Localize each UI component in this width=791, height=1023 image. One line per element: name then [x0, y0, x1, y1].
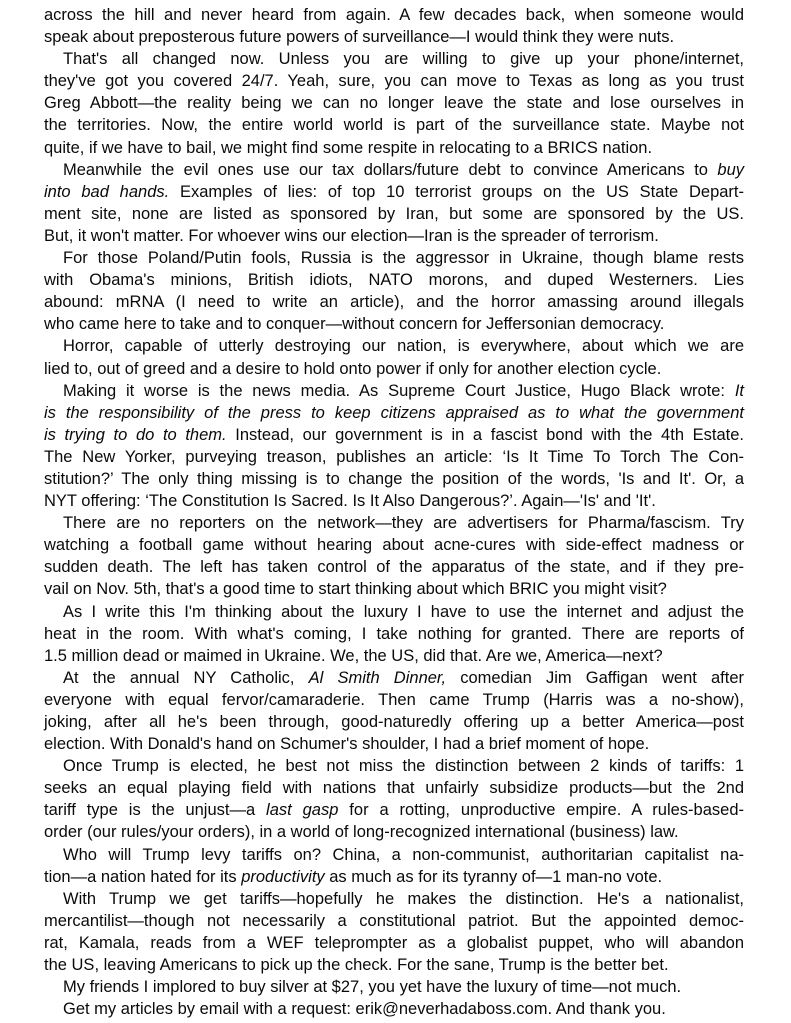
text-segment: As I write this I'm thinking about the luxury I have to use the internet and adjust the [63, 602, 744, 621]
text-line [44, 556, 744, 578]
text-line [44, 358, 744, 380]
text-line [44, 26, 744, 48]
text-segment: sudden death. The left has taken control of the apparatus of the state, and if they pre- [44, 558, 744, 577]
text-segment: the territories. Now, the entire world world is part of the surveillance state. Maybe not [44, 116, 744, 135]
text-line [44, 667, 744, 689]
text-segment: 1.5 million dead or maimed in Ukraine. We, the US, did that. Are we, America—next? [44, 646, 663, 665]
text-line [44, 137, 744, 159]
text-line [44, 821, 744, 843]
text-line [44, 424, 744, 446]
text-line [44, 623, 744, 645]
text-line [44, 601, 744, 623]
paragraph [44, 512, 744, 600]
text-segment: With Trump we get tariffs—hopefully he makes the distinction. He's a nationalist, [63, 889, 744, 908]
text-segment: speak about preposterous future powers of surveillance—I would think they were nuts. [44, 28, 675, 47]
text-line [44, 335, 744, 357]
text-segment: election. With Donald's hand on Schumer's shoulder, I had a brief moment of hope. [44, 735, 650, 754]
paragraph [44, 755, 744, 843]
text-line [44, 446, 744, 468]
text-line [44, 954, 744, 976]
text-segment: Get my articles by email with a request: erik@neverhadaboss.com. And thank you. [63, 1000, 666, 1019]
text-line [44, 468, 744, 490]
text-segment: Greg Abbott—the reality being we can no longer leave the state and lose ourselves in [44, 94, 744, 113]
text-segment: rat, Kamala, reads from a WEF teleprompter as a globalist puppet, who will abandon [44, 933, 744, 952]
paragraph [44, 4, 744, 48]
paragraph [44, 998, 744, 1020]
text-line [44, 844, 744, 866]
text-line [44, 70, 744, 92]
italic-text-segment: into bad hands. [44, 182, 170, 201]
text-line [44, 159, 744, 181]
text-line [44, 645, 744, 667]
text-line [44, 269, 744, 291]
text-line [44, 203, 744, 225]
paragraph [44, 159, 744, 247]
text-line [44, 380, 744, 402]
text-line [44, 755, 744, 777]
text-segment: Meanwhile the evil ones use our tax dollars/future debt to convince Americans to [63, 160, 718, 179]
text-line [44, 225, 744, 247]
text-line [44, 181, 744, 203]
paragraph [44, 667, 744, 755]
text-line [44, 490, 744, 512]
text-segment: across the hill and never heard from again. A few decades back, when someone would [44, 6, 744, 24]
text-line [44, 733, 744, 755]
text-segment: That's all changed now. Unless you are willing to give up your phone/internet, [63, 50, 744, 69]
text-segment: My friends I implored to buy silver at $27, you yet have the luxury of time—not much. [63, 978, 682, 997]
italic-text-segment: productivity [241, 867, 325, 886]
text-segment: For those Poland/Putin fools, Russia is the aggressor in Ukraine, though blame rests [63, 249, 744, 268]
text-segment: At the annual NY Catholic, [63, 668, 309, 687]
text-segment: comedian Jim Gaffigan went after [446, 668, 744, 687]
text-line [44, 578, 744, 600]
text-segment: the US, leaving Americans to pick up the check. For the sane, Trump is the better bet. [44, 956, 669, 975]
italic-text-segment: Al Smith Dinner, [308, 668, 447, 687]
italic-text-segment: buy [717, 160, 744, 179]
italic-text-segment: is trying to do to them. [44, 425, 227, 444]
text-segment: Instead, our government is in a fascist bond with the 4th Estate. [226, 425, 744, 444]
text-segment: But, it won't matter. For whoever wins our election—Iran is the spreader of terrorism. [44, 226, 659, 245]
text-segment: everyone with equal fervor/camaraderie. Then came Trump (Harris was a no-show), [44, 690, 744, 709]
paragraph [44, 601, 744, 667]
italic-text-segment: is the responsibility of the press to keep citizens appraised as to what the government [44, 403, 744, 422]
text-segment: watching a football game without hearing about acne-cures with side-effect madness or [44, 536, 744, 555]
text-segment: tion—a nation hated for its [44, 867, 242, 886]
text-segment: Examples of lies: of top 10 terrorist groups on the US State Depart- [169, 182, 744, 201]
text-line [44, 888, 744, 910]
text-segment: stitution?’ The only thing missing is to change the position of the words, 'Is and It'. Or, a [44, 469, 744, 488]
paragraph [44, 976, 744, 998]
text-segment: mercantilist—though not necessarily a constitutional patriot. But the appointed democ- [44, 911, 744, 930]
text-line [44, 534, 744, 556]
paragraph [44, 888, 744, 976]
text-line [44, 114, 744, 136]
text-segment: vail on Nov. 5th, that's a good time to start thinking about which BRIC you might visit? [44, 580, 667, 599]
text-line [44, 48, 744, 70]
paragraph [44, 335, 744, 379]
text-segment: ment site, none are listed as sponsored by Iran, but some are sponsored by the US. [44, 204, 744, 223]
text-line [44, 92, 744, 114]
text-segment: who came here to take and to conquer—without concern for Jeffersonian democracy. [44, 315, 665, 334]
paragraph [44, 380, 744, 513]
text-line [44, 777, 744, 799]
text-line [44, 313, 744, 335]
text-line [44, 689, 744, 711]
text-segment: order (our rules/your orders), in a world of long-recognized international (business) law. [44, 823, 679, 842]
text-segment: Once Trump is elected, he best not miss the distinction between 2 kinds of tariffs: 1 [63, 757, 744, 776]
text-segment: There are no reporters on the network—they are advertisers for Pharma/fascism. Try [63, 514, 744, 533]
text-segment: heat in the room. With what's coming, I take nothing for granted. There are reports of [44, 624, 744, 643]
paragraph [44, 48, 744, 158]
paragraph [44, 844, 744, 888]
text-line [44, 512, 744, 534]
paragraph [44, 247, 744, 335]
text-line [44, 711, 744, 733]
text-segment: lied to, out of greed and a desire to hold onto power if only for another election cycle. [44, 359, 662, 378]
text-segment: The New Yorker, purveying treason, publishes an article: ‘Is It Time To Torch The Con- [44, 447, 744, 466]
text-line [44, 799, 744, 821]
text-segment: with Obama's minions, British idiots, NATO morons, and duped Westerners. Lies [44, 271, 744, 290]
text-segment: quite, if we have to bail, we might find some respite in relocating to a BRICS nation. [44, 138, 653, 157]
text-segment: tariff type is the unjust—a [44, 801, 267, 820]
text-line [44, 998, 744, 1020]
text-segment: Horror, capable of utterly destroying our nation, is everywhere, about which we are [63, 337, 744, 356]
text-segment: they've got you covered 24/7. Yeah, sure, you can move to Texas as long as you trust [44, 72, 744, 91]
text-line [44, 247, 744, 269]
text-segment: NYT offering: ‘The Constitution Is Sacred. Is It Also Dangerous?’. Again—'Is' and 'It'. [44, 492, 656, 511]
text-line [44, 976, 744, 998]
text-line [44, 291, 744, 313]
text-segment: for a rotting, unproductive empire. A rules-based- [338, 801, 744, 820]
text-line [44, 932, 744, 954]
text-line [44, 866, 744, 888]
text-line [44, 402, 744, 424]
text-segment: as much as for its tyranny of—1 man-no vote. [324, 867, 663, 886]
text-segment: abound: mRNA (I need to write an article), and the horror amassing around illegals [44, 293, 744, 312]
text-segment: Who will Trump levy tariffs on? China, a non-communist, authoritarian capitalist na- [63, 845, 744, 864]
text-segment: Making it worse is the news media. As Supreme Court Justice, Hugo Black wrote: [63, 381, 735, 400]
italic-text-segment: It [734, 381, 744, 400]
text-segment: joking, after all he's been through, good-naturedly offering up a better America—post [44, 713, 744, 731]
text-line [44, 910, 744, 932]
italic-text-segment: last gasp [266, 801, 339, 820]
text-segment: seeks an equal playing field with nations that unfairly subsidize products—but the 2nd [44, 779, 744, 798]
text-line [44, 4, 744, 26]
